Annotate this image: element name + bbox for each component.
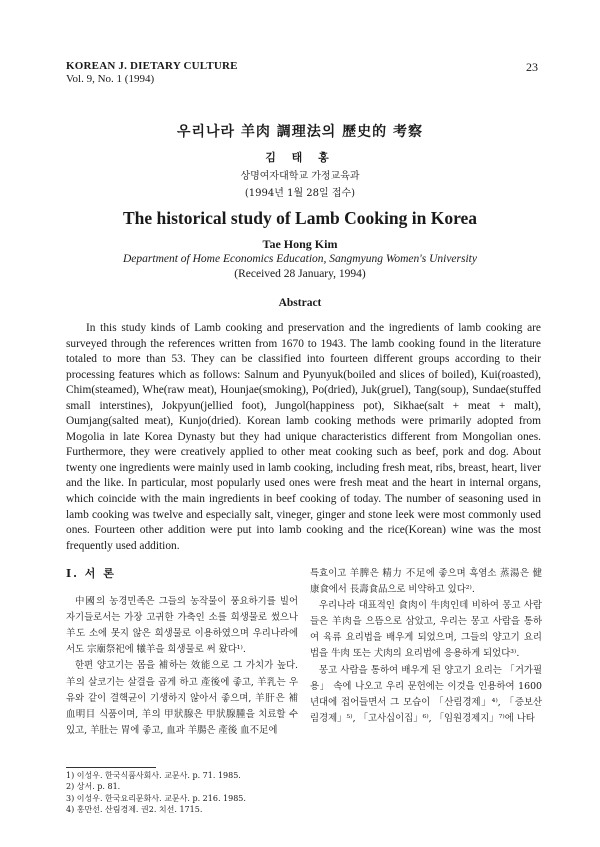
paragraph: 中國의 농경민족은 그들의 농작물이 풍요하기를 빌어 자기들로서는 가장 고귀한 가축인 소를 희생물로 썼으나 羊도 소에 못지 않은 희생물로 이용하였으며 우리나라에서도 宗廟祭祀에 犧羊을 희생물로 써 왔다¹⁾. <box>66 596 298 656</box>
author-english: Tae Hong Kim <box>262 237 338 251</box>
footnote: 4) 홍만선. 산림경제. 권2. 치선. 1715. <box>66 805 203 815</box>
body-column-left <box>66 566 298 739</box>
affiliation-korean: 상명여자대학교 가정교육과 <box>240 171 360 182</box>
received-date-english: (Received 28 January, 1994) <box>234 268 366 280</box>
footnote-divider <box>66 767 156 768</box>
footnotes <box>66 770 366 816</box>
author-korean: 김 태 홍 <box>265 151 335 164</box>
section-title: I. 서 론 <box>66 567 116 580</box>
journal-name: KOREAN J. DIETARY CULTURE <box>66 60 238 72</box>
abstract-heading: Abstract <box>278 297 322 309</box>
abstract-text: In this study kinds of Lamb cooking and preservation and the ingredients of lamb cooking are surveyed through the references written from 1670 to 1943. The lamb cooking found in the literature totaled to more than 53. They can be classified into fourteen different groups according to their processing features which as follows: Salnum and Pyunyuk(boiled and slices of boiled), Kui(roasted), Chim(steamed), Whe(raw meat), Hounjae(smoking), Po(dried), Juk(gruel), Tang(soup), Sundae(stuffed small interstines), Jokpyun(jellied foot), Jungol(happiness pot), Sikhae(salt + meat + malt), Oumjang(salted meat), Kunjo(dried). Korean lamb cooking methods were primarily adopted from Mogolia in late Korea Dynasty but they had unique characteristics different from Mongolian ones. Furthermore, they were creatively applied to other meat cooking such as beef, pork and dog. About twenty one ingredients were mainly used in lamb cooking, including fresh meat, ribs, breast, heart, liver and the like. In particular, most popularly used ones were fresh meat and the heart in internal organs, which coincide with the main ingredients in beef cooking of today. The number of seasoning used in lamb cooking was twelve and especially salt, vineger, ginger and stone leek were most commonly used ones. Fourteen other addition were put into lamb cooking and the rice(Korean) wine was the most frequently used addition. <box>66 322 541 552</box>
paragraph: 한편 양고기는 몸을 補하는 效能으로 그 가치가 높다. 羊의 살코기는 살결을 곱게 하고 產後에 좋고, 羊乳는 우유와 같이 결핵균이 기생하지 않아서 좋으며, 羊肝은 補血明目 식품이며, 羊의 甲狀腺은 甲狀腺腫을 치료할 수 있고, 羊肚는 胃에 좋고, 血과 羊腸은 產後 血不足에 <box>66 660 298 736</box>
journal-volume: Vol. 9, No. 1 (1994) <box>66 73 155 85</box>
paragraph: 특효이고 羊脾은 精力 不足에 좋으며 흑염소 蒸湯은 健康食에서 長壽食品으로 비약하고 있다²⁾. <box>310 568 542 596</box>
page-number: 23 <box>526 60 538 74</box>
journal-header <box>66 60 238 86</box>
title-korean: 우리나라 羊肉 調理法의 歷史的 考察 <box>176 124 424 140</box>
footnote: 1) 이성우. 한국식품사회사. 교문사. p. 71. 1985. <box>66 771 241 780</box>
affiliation-english: Department of Home Economics Education, Sangmyung Women's University <box>122 253 477 265</box>
received-date-korean: (1994년 1월 28일 접수) <box>244 188 356 199</box>
body-column-right <box>310 566 542 727</box>
footnote: 2) 상서. p. 81. <box>66 782 121 792</box>
paragraph: 우리나라 대표적인 食肉이 牛肉인데 비하여 몽고 사람들은 羊肉을 으뜸으로 삼았고, 우리는 몽고 사람을 통하여 육류 요리법을 배우게 되었으며, 그들의 양고기 요리법을 牛肉 또는 犬肉의 요리법에 응용하게 되었다³⁾. <box>310 600 542 660</box>
title-english: The historical study of Lamb Cooking in Korea <box>122 208 478 228</box>
footnote: 3) 이성우. 한국요리문화사. 교문사. p. 216. 1985. <box>66 793 246 803</box>
paragraph: 몽고 사람을 통하여 배우게 된 양고기 요리는 「거가필용」 속에 나오고 우리 문헌에는 이것을 인용하여 1600년대에 접어들면서 그 모습이 「산림경제」⁴⁾, 「증보산림경제」⁵⁾, 「고사십이집」⁶⁾, 「임원경제지」⁷⁾에 나타 <box>310 664 542 724</box>
